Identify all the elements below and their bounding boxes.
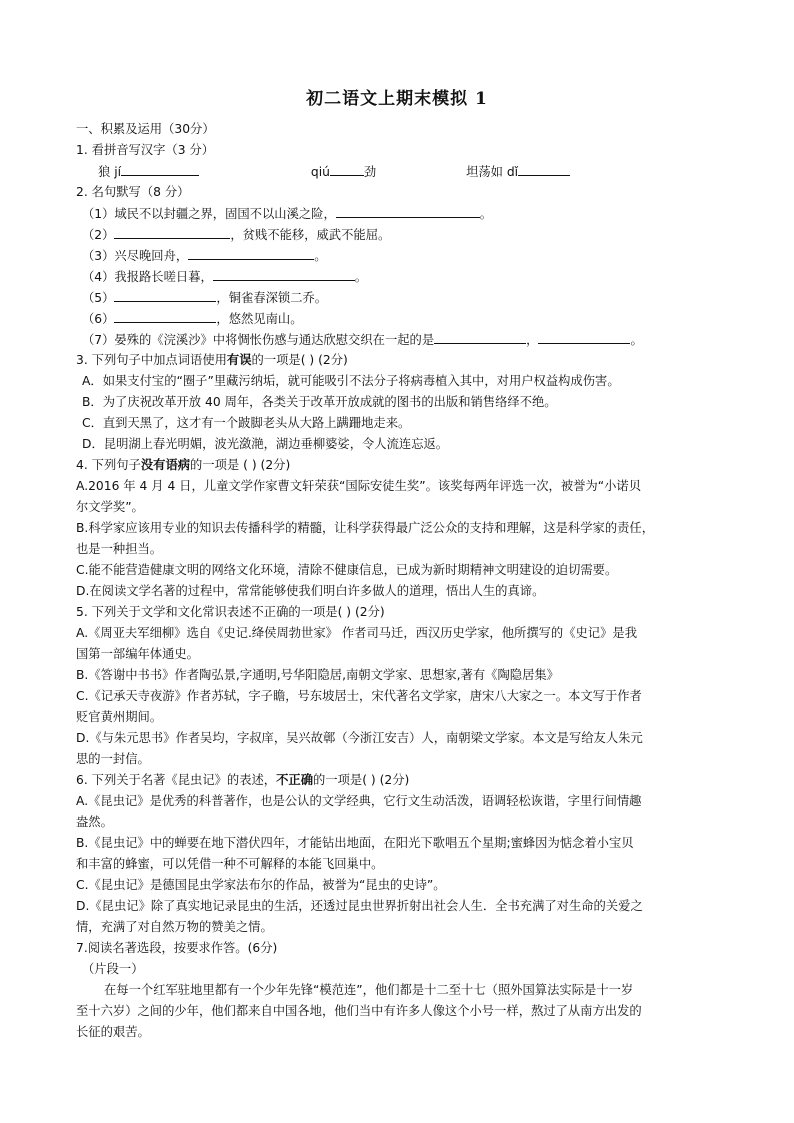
q2-item-1 — [82, 205, 492, 222]
q7-passage-line1: 在每一个红军驻地里都有一个少年先锋“模范连”，他们都是十二至十七（照外国算法实际是十一岁 — [104, 983, 634, 997]
q2-6-end: ，悠然见南山。 — [216, 312, 303, 326]
q1-a-label: 狼 jí — [98, 165, 122, 179]
section-heading: 一、积累及运用（30分） — [76, 122, 215, 136]
q6-option-b-line1: B.《昆虫记》中的蝉要在地下潜伏四年，才能钻出地面，在阳光下歌唱五个星期;蜜蜂因为惦念着小宝贝 — [76, 836, 634, 850]
q1-line — [98, 163, 570, 180]
q4-option-b-line1: B.科学家应该用专业的知识去传播科学的精髓，让科学获得最广泛公众的支持和理解，这是科学家的责任， — [76, 521, 655, 535]
q2-7-blank-b[interactable] — [538, 331, 630, 344]
q6-option-a-line2: 盎然。 — [76, 815, 113, 829]
q2-item-6 — [82, 310, 303, 327]
q2-3-end: 。 — [314, 249, 327, 263]
q7-stem: 7.阅读名著选段，按要求作答。(6分) — [76, 941, 278, 955]
q4-option-a-line2: 尔文学奖”。 — [76, 500, 144, 514]
q3-stem-emphasis: 有误 — [226, 353, 252, 367]
q6-option-b-line2: 和丰富的蜂蜜，可以凭借一种不可解释的本能飞回巢中。 — [76, 857, 384, 871]
q6-stem-post: 的一项是( ) (2分) — [313, 773, 410, 787]
q3-option-b: B．为了庆祝改革开放 40 周年，各类关于改革开放成就的图书的出版和销售络绎不绝。 — [82, 395, 557, 409]
q2-6-text: （6） — [82, 312, 115, 326]
q2-item-7 — [82, 331, 643, 348]
q2-2-end: ，贫贱不能移，威武不能屈。 — [230, 228, 391, 242]
q3-option-a: A．如果支付宝的“圈子”里藏污纳垢，就可能吸引不法分子将病毒植入其中，对用户权益构成伤害。 — [82, 374, 620, 388]
q3-stem — [76, 352, 348, 368]
q2-5-text: （5） — [82, 291, 115, 305]
q2-7-comma: ， — [526, 333, 539, 347]
q6-option-d-line1: D.《昆虫记》除了真实地记录昆虫的生活，还透过昆虫世界折射出社会人生．全书充满了对生命的关爱之 — [76, 899, 643, 913]
q1-b-suffix: 劲 — [363, 165, 377, 179]
q2-4-blank[interactable] — [213, 268, 355, 281]
q7-part-label: （片段一） — [82, 962, 144, 976]
q2-2-text: （2） — [82, 228, 115, 242]
q2-3-blank[interactable] — [188, 247, 314, 260]
q6-option-d-line2: 情，充满了对自然万物的赞美之情。 — [76, 920, 273, 934]
q2-7-blank-a[interactable] — [434, 331, 526, 344]
q2-3-text: （3）兴尽晚回舟， — [82, 249, 189, 263]
q2-6-blank[interactable] — [114, 310, 216, 323]
q5-option-a-line2: 国第一部编年体通史。 — [76, 647, 199, 661]
q3-option-d: D．昆明湖上春光明媚，波光潋滟，湖边垂柳婆娑，令人流连忘返。 — [82, 437, 449, 451]
q5-option-a-line1: A.《周亚夫军细柳》选自《史记.绛侯周勃世家》 作者司马迁，西汉历史学家，他所撰写的《史记》是我 — [76, 626, 637, 640]
q2-item-4 — [82, 268, 367, 285]
q6-stem-pre: 6. 下列关于名著《昆虫记》的表述， — [76, 773, 277, 787]
q3-stem-pre: 3. 下列句子中加点词语使用 — [76, 353, 227, 367]
q2-5-end: ，铜雀春深锁二乔。 — [216, 291, 328, 305]
q2-item-5 — [82, 289, 327, 306]
q6-option-a-line1: A.《昆虫记》是优秀的科普著作，也是公认的文学经典，它行文生动活泼，语调轻松诙谐，字里行间情趣 — [76, 794, 642, 808]
q7-passage-line3: 长征的艰苦。 — [76, 1025, 150, 1039]
q2-1-text: （1）域民不以封疆之界，固国不以山溪之险， — [82, 207, 336, 221]
q5-option-d-line2: 思的一封信。 — [76, 752, 150, 766]
q4-option-c: C.能不能营造健康文明的网络文化环境，清除不健康信息，已成为新时期精神文明建设的迫切需要。 — [76, 563, 618, 577]
q2-item-3 — [82, 247, 327, 264]
q4-option-b-line2: 也是一种担当。 — [76, 542, 163, 556]
q2-7-text: （7）晏殊的《浣溪沙》中将惆怅伤感与通达欣慰交织在一起的是 — [82, 333, 435, 347]
q4-stem-post: 的一项是 ( ) (2分) — [190, 458, 291, 472]
q2-1-blank[interactable] — [336, 205, 480, 218]
q5-option-c-line1: C.《记承天寺夜游》作者苏轼，字子瞻，号东坡居士，宋代著名文学家，唐宋八大家之一。本文写于作者 — [76, 689, 642, 703]
q4-stem-pre: 4. 下列句子 — [76, 458, 141, 472]
q1-b-label: qiú — [310, 165, 330, 179]
q5-stem: 5. 下列关于文学和文化常识表述不正确的一项是( ) (2分) — [76, 605, 385, 619]
q6-stem — [76, 772, 409, 788]
q2-1-end: 。 — [479, 207, 493, 221]
q2-4-text: （4）我报路长嗟日暮， — [82, 270, 213, 284]
q4-option-a-line1: A.2016 年 4 月 4 日，儿童文学作家曹文轩荣获“国际安徒生奖”。该奖每两年评选一次，被誉为“小诺贝 — [76, 479, 641, 493]
q4-stem — [76, 457, 290, 473]
q1-c-label: 坦荡如 dǐ — [466, 165, 519, 179]
q4-stem-emphasis: 没有语病 — [140, 458, 191, 472]
q2-2-blank[interactable] — [114, 226, 230, 239]
q1-c-blank[interactable] — [518, 163, 570, 176]
q2-item-2 — [82, 226, 390, 243]
q6-stem-emphasis: 不正确 — [276, 773, 314, 787]
q2-5-blank[interactable] — [114, 289, 216, 302]
q5-option-c-line2: 贬官黄州期间。 — [76, 710, 163, 724]
q1-a-blank[interactable] — [121, 163, 199, 176]
q2-7-end: 。 — [630, 333, 643, 347]
q2-stem: 2. 名句默写（8 分） — [76, 185, 190, 199]
q7-passage-line2: 至十六岁）之间的少年，他们都来自中国各地，他们当中有许多人像这个小号一样，熬过了从南方出发的 — [76, 1004, 642, 1018]
q3-stem-post: 的一项是( ) (2分) — [251, 353, 348, 367]
q3-option-c: C．直到天黑了，这才有一个跛脚老头从大路上蹒跚地走来。 — [82, 416, 411, 430]
q2-4-end: 。 — [354, 270, 368, 284]
q4-option-d: D.在阅读文学名著的过程中，常常能够使我们明白许多做人的道理，悟出人生的真谛。 — [76, 584, 545, 598]
q5-option-d-line1: D.《与朱元思书》作者吴均，字叔庠，吴兴故鄣（今浙江安吉）人，南朝梁文学家。本文是写给友人朱元 — [76, 731, 643, 745]
page-title: 初二语文上期末模拟 1 — [306, 89, 488, 109]
q1-b-blank[interactable] — [330, 163, 364, 176]
q1-stem: 1. 看拼音写汉字（3 分） — [76, 143, 215, 157]
q5-option-b: B.《答谢中书书》作者陶弘景,字通明,号华阳隐居,南朝文学家、思想家,著有《陶隐居集》 — [76, 668, 559, 682]
q6-option-c: C.《昆虫记》是德国昆虫学家法布尔的作品，被誉为“昆虫的史诗”。 — [76, 878, 446, 892]
